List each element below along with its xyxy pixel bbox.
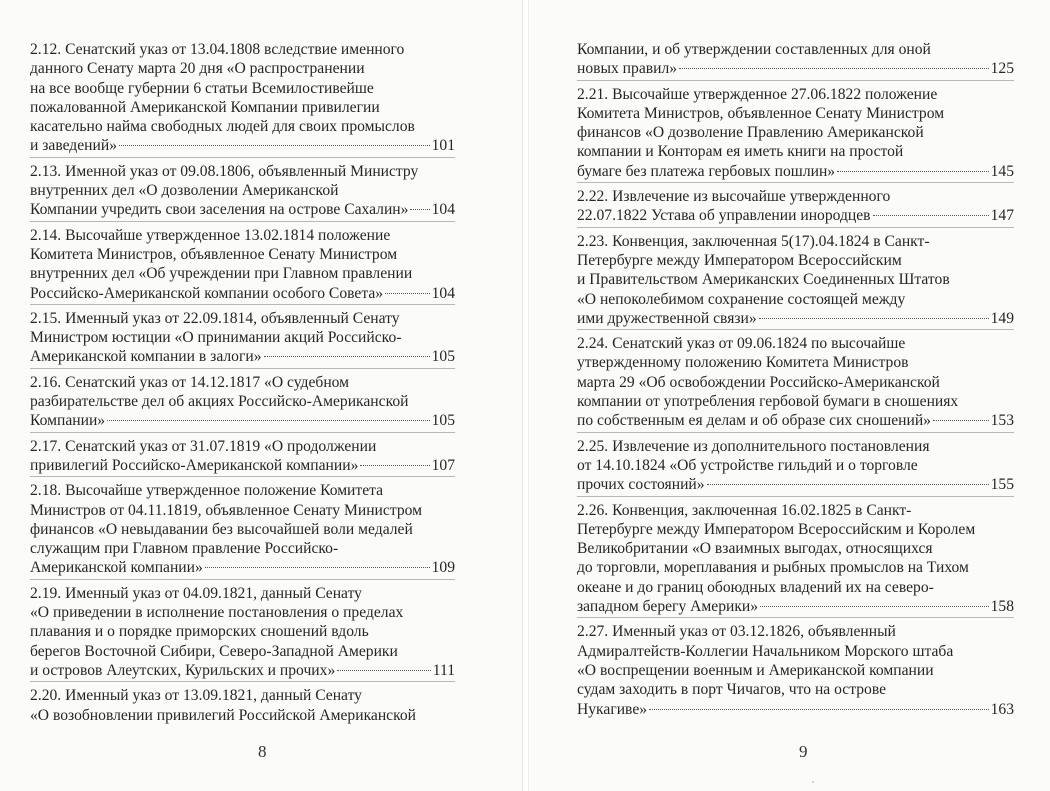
toc-entry-line: 2.18. Высочайше утвержденное положение Комитета <box>30 482 384 500</box>
toc-entry <box>577 83 1014 183</box>
toc-entry-last-line: ими дружественной связи» <box>577 309 757 327</box>
toc-entry-last-line: и заведений» <box>30 137 117 155</box>
toc-entry-leader-line <box>577 309 1014 328</box>
toc-entry-last-line: Нукагиве» <box>577 700 648 718</box>
toc-page-ref: 105 <box>431 348 455 366</box>
toc-entry-leader-line <box>577 597 1014 616</box>
dot-leader <box>205 567 430 568</box>
toc-entry-line: разбирательстве дел об акциях Российско-Американской <box>30 393 409 411</box>
page-number-left: 8 <box>258 742 267 761</box>
toc-entry-last-line: Российско-Американской компании особого Совета» <box>30 284 384 302</box>
toc-entry-line: 2.23. Конвенция, заключенная 5(17).04.1824 в Санкт- <box>577 232 930 250</box>
toc-entry-line: «О возобновлении привилегий Российской Американской <box>30 706 417 724</box>
toc-entry-line: 2.20. Именный указ от 13.09.1821, данный Сенату <box>30 687 362 705</box>
toc-page-ref: 147 <box>990 207 1014 225</box>
toc-page-ref: 111 <box>432 661 455 679</box>
toc-entry-line: 2.24. Сенатский указ от 09.06.1824 по высочайше <box>577 335 906 353</box>
toc-entry-leader-line <box>30 200 455 219</box>
toc-entry <box>30 371 455 433</box>
toc-entry-line: на все вообще губернии 6 статьи Всемилостивейше <box>30 79 374 97</box>
dot-leader <box>410 209 429 210</box>
toc-entry-leader-line <box>577 162 1014 181</box>
toc-entry-line: Министров от 04.11.1819, объявленное Сенату Министром <box>30 501 422 519</box>
toc-entry-line: внутренних дел «Об учреждении при Главном правлении <box>30 265 413 283</box>
toc-page-ref: 109 <box>431 559 455 577</box>
toc-entry-leader-line <box>577 411 1014 430</box>
toc-entry-last-line: бумаге без платежа гербовых пошлин» <box>577 162 836 180</box>
toc-column-right <box>577 38 1014 722</box>
toc-entry-line: касательно найма свободных людей для своих промыслов <box>30 118 415 136</box>
toc-entry-leader-line <box>577 59 1014 78</box>
toc-entry-line: марта 29 «Об освобождении Российско-Американской <box>577 373 940 391</box>
toc-entry-line: компании от употребления гербовой бумаги в сношениях <box>577 393 959 411</box>
toc-entry-line: Компании, и об утверждении составленных для оной <box>577 41 931 58</box>
toc-entry-line: 2.12. Сенатский указ от 13.04.1808 вследствие именного <box>30 41 405 58</box>
toc-entry-line: Комитета Министров, объявленное Сенату Министром <box>577 104 945 122</box>
toc-entry-leader-line <box>30 411 455 430</box>
toc-entry-line: служащим при Главном правление Российско- <box>30 540 339 558</box>
toc-entry-last-line: новых правил» <box>577 60 678 78</box>
toc-entry-line: и Правительством Американских Соединенных Штатов <box>577 271 950 289</box>
toc-entry-line: внутренних дел «О дозволении Американской <box>30 182 339 200</box>
toc-entry-line: 2.21. Высочайше утвержденное 27.06.1822 положение <box>577 85 938 103</box>
dot-leader <box>679 68 989 69</box>
toc-page-ref: 125 <box>990 60 1014 78</box>
toc-entry <box>577 620 1014 719</box>
toc-entry-line: 2.14. Высочайше утвержденное 13.02.1814 положение <box>30 226 391 244</box>
toc-entry-last-line: прочих состояний» <box>577 476 705 494</box>
dot-leader <box>649 709 989 710</box>
toc-entry-line: судам заходить в порт Чичагов, что на острове <box>577 681 887 699</box>
toc-entry-last-line: Компании учредить свои заселения на острове Сахалин» <box>30 201 409 219</box>
toc-entry-line: Министром юстиции «О принимании акций Российско- <box>30 329 402 347</box>
toc-entry-last-line: Американской компании» <box>30 559 203 577</box>
toc-entry-last-line: 22.07.1822 Устава об управлении инородцев <box>577 207 871 225</box>
dot-leader <box>933 420 989 421</box>
dot-leader <box>707 484 989 485</box>
toc-entry <box>577 435 1014 497</box>
toc-entry-leader-line <box>30 558 455 577</box>
right-page <box>528 0 1050 791</box>
toc-entry-line: «О воспрещении военным и Американской компании <box>577 661 934 679</box>
toc-entry-line: океане и до границ обоюдных владений их на северо- <box>577 578 934 596</box>
dot-leader <box>759 318 989 319</box>
toc-page-ref: 155 <box>990 476 1014 494</box>
paper-speck <box>812 781 814 783</box>
toc-entry <box>30 160 455 222</box>
toc-entry-line: 2.27. Именный указ от 03.12.1826, объявленный <box>577 623 896 641</box>
toc-entry-line: Великобритании «О взаимных выгодах, относящихся <box>577 540 933 558</box>
toc-entry-leader-line <box>577 206 1014 225</box>
toc-entry-leader-line <box>30 136 455 155</box>
toc-entry <box>577 38 1014 81</box>
toc-entry <box>30 224 455 305</box>
toc-entry-last-line: Американской компании в залоги» <box>30 348 262 366</box>
toc-page-ref: 145 <box>990 162 1014 180</box>
toc-page-ref: 104 <box>431 284 455 302</box>
toc-entry-line: «О приведении в исполнение постановления о пределах <box>30 604 404 622</box>
dot-leader <box>837 171 989 172</box>
toc-entry <box>30 479 455 579</box>
dot-leader <box>264 356 430 357</box>
toc-entry <box>577 230 1014 330</box>
dot-leader <box>385 293 430 294</box>
toc-entry-line: 2.13. Именной указ от 09.08.1806, объявленный Министру <box>30 162 419 180</box>
toc-entry-line: до торговли, мореплавания и рыбных промыслов на Тихом <box>577 559 969 577</box>
toc-page-ref: 163 <box>990 700 1014 718</box>
toc-page-ref: 153 <box>990 412 1014 430</box>
toc-entry-leader-line <box>30 456 455 475</box>
toc-entry-line: финансов «О невыдавании без высочайшей воли медалей <box>30 520 413 538</box>
toc-entry-leader-line <box>30 347 455 366</box>
toc-entry-line: пожалованной Американской Компании привилегии <box>30 98 380 116</box>
toc-entry-line: плавания и о порядке приморских сношений вдоль <box>30 623 369 641</box>
toc-entry-last-line: привилегий Российско-Американской компании» <box>30 456 359 474</box>
toc-entry <box>577 332 1014 432</box>
toc-entry-line: 2.25. Извлечение из дополнительного постановления <box>577 437 930 455</box>
toc-entry-leader-line <box>30 284 455 303</box>
toc-entry-line: данного Сенату марта 20 дня «О распространении <box>30 60 365 78</box>
toc-entry <box>577 499 1014 619</box>
toc-entry <box>577 185 1014 228</box>
toc-entry-leader-line <box>577 700 1014 719</box>
dot-leader <box>360 465 429 466</box>
page-number-right: 9 <box>799 742 808 761</box>
toc-entry-line: финансов «О дозволение Правлению Американской <box>577 124 924 142</box>
toc-page-ref: 158 <box>990 598 1014 616</box>
toc-entry <box>30 307 455 369</box>
toc-column-left <box>30 38 455 728</box>
toc-entry-line: Петербурге между Императором Всероссийским <box>577 251 902 269</box>
toc-entry-line: Петербурге между Императором Всероссийским и Королем <box>577 520 976 538</box>
toc-entry-last-line: западном берегу Америки» <box>577 598 759 616</box>
toc-entry-line: 2.16. Сенатский указ от 14.12.1817 «О судебном <box>30 373 350 391</box>
toc-entry-line: 2.22. Извлечение из высочайше утвержденного <box>577 188 891 206</box>
toc-entry-line: компании и Конторам ея иметь книги на простой <box>577 143 904 161</box>
toc-page-ref: 107 <box>431 456 455 474</box>
dot-leader <box>760 606 989 607</box>
toc-entry <box>30 435 455 478</box>
toc-entry-line: 2.17. Сенатский указ от 31.07.1819 «О продолжении <box>30 437 377 455</box>
toc-entry-line: берегов Восточной Сибири, Северо-Западной Америки <box>30 642 398 660</box>
toc-entry-line: «О непоколебимом сохранение состоящей между <box>577 290 906 308</box>
toc-entry-line: утвержденному положению Комитета Министров <box>577 354 909 372</box>
toc-page-ref: 105 <box>431 412 455 430</box>
toc-entry-leader-line <box>577 475 1014 494</box>
left-page <box>0 0 523 791</box>
toc-entry <box>30 38 455 158</box>
toc-entry-line: 2.26. Конвенция, заключенная 16.02.1825 в Санкт- <box>577 501 912 519</box>
toc-entry-line: Адмиралтейств-Коллегии Начальником Морского штаба <box>577 642 954 660</box>
toc-entry <box>30 684 455 726</box>
toc-entry-line: Комитета Министров, объявленное Сенату Министром <box>30 245 398 263</box>
toc-page-ref: 149 <box>990 309 1014 327</box>
dot-leader <box>873 215 989 216</box>
toc-entry <box>30 582 455 682</box>
toc-entry-line: 2.19. Именный указ от 04.09.1821, данный Сенату <box>30 584 362 602</box>
toc-entry-last-line: и островов Алеутских, Курильских и прочих» <box>30 661 336 679</box>
dot-leader <box>119 145 430 146</box>
dot-leader <box>107 420 430 421</box>
toc-entry-leader-line <box>30 661 455 680</box>
toc-entry-last-line: Компании» <box>30 412 106 430</box>
toc-entry-last-line: по собственным ея делам и об образе сих сношений» <box>577 412 931 430</box>
toc-entry-line: 2.15. Именный указ от 22.09.1814, объявленный Сенату <box>30 309 400 327</box>
toc-entry-line: от 14.10.1824 «Об устройстве гильдий и о торговле <box>577 456 918 474</box>
dot-leader <box>337 670 431 671</box>
toc-page-ref: 101 <box>431 137 455 155</box>
toc-page-ref: 104 <box>431 201 455 219</box>
